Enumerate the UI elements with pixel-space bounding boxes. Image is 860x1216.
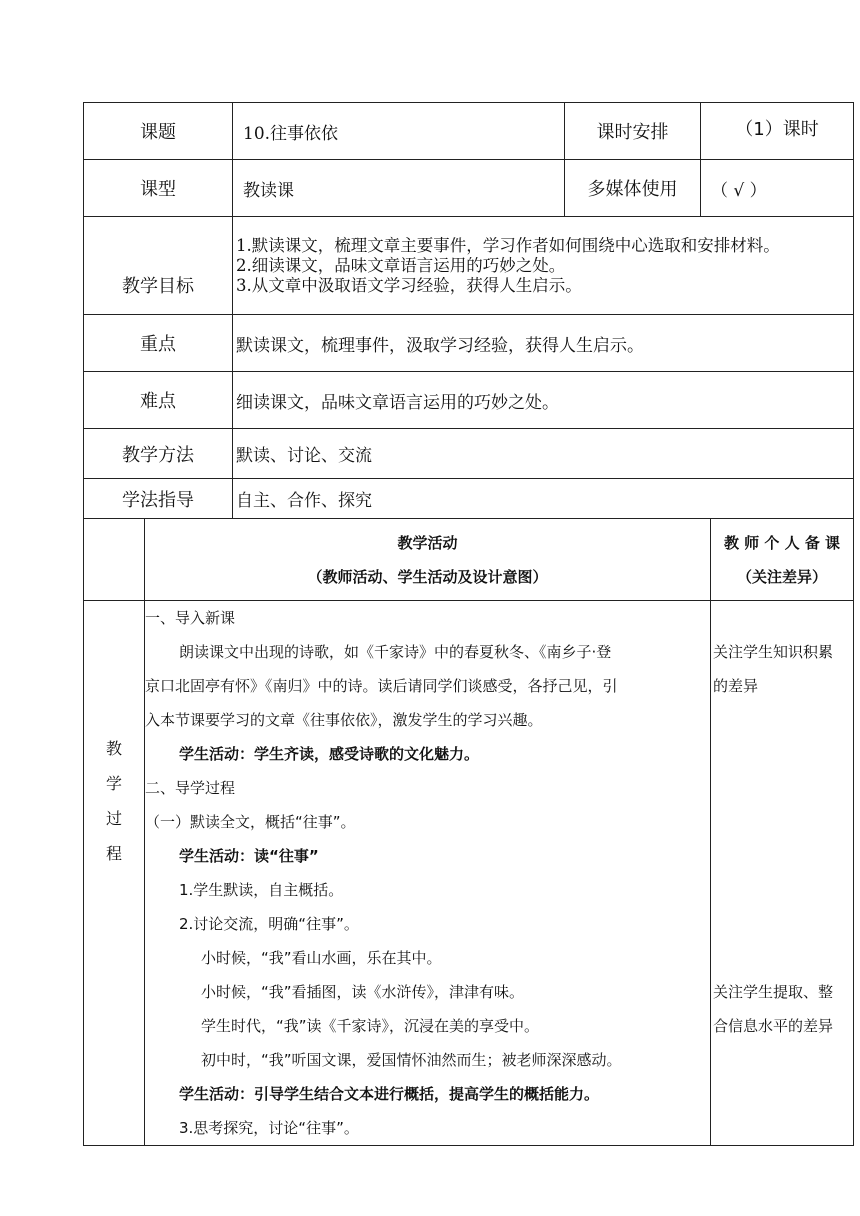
paragraph-line: 京口北固亭有怀》《南归》中的诗。读后请同学们谈感受，各抒己见，引	[145, 677, 618, 695]
note-line: 关注学生提取、整	[713, 983, 834, 1001]
student-activity: 学生活动：读“往事”	[179, 847, 319, 865]
side-char-3: 过	[105, 809, 122, 828]
event-item: 小时候，“我”看山水画，乐在其中。	[201, 949, 442, 967]
multimedia-value: （ √ ）	[701, 160, 854, 217]
process-header-row	[84, 519, 854, 601]
method-label: 教学方法	[84, 429, 233, 479]
header-blank-cell	[84, 519, 145, 601]
event-item: 小时候，“我”看插图，读《水浒传》，津津有味。	[201, 983, 525, 1001]
student-activity: 学生活动：学生齐读，感受诗歌的文化魅力。	[179, 745, 480, 763]
objective-3: 3.从文章中汲取语文学习经验，获得人生启示。	[236, 275, 582, 295]
notes-header	[711, 519, 854, 601]
subsection-heading: （一）默读全文，概括“往事”。	[145, 813, 356, 831]
method-value: 默读、讨论、交流	[233, 429, 854, 479]
notes-header-subtitle: （关注差异）	[736, 567, 827, 586]
side-char-1: 教	[105, 739, 122, 758]
note-line: 的差异	[713, 677, 759, 695]
teaching-process-table	[83, 518, 854, 1146]
type-label: 课型	[84, 160, 233, 217]
paragraph-line: 朗读课文中出现的诗歌，如《千家诗》中的春夏秋冬、《南乡子·登	[179, 643, 612, 661]
objectives-content	[233, 217, 854, 315]
teacher-notes	[711, 601, 854, 1146]
study-value: 自主、合作、探究	[233, 479, 854, 519]
process-side-label	[84, 601, 145, 1146]
topic-value: 10.往事依依	[233, 103, 565, 160]
step-item: 1.学生默读，自主概括。	[179, 881, 344, 899]
note-line: 合信息水平的差异	[713, 1017, 834, 1035]
topic-label: 课题	[84, 103, 233, 160]
objectives-label: 教学目标	[84, 217, 233, 315]
event-item: 学生时代，“我”读《千家诗》，沉浸在美的享受中。	[201, 1017, 540, 1035]
process-body-row	[84, 601, 854, 1146]
type-value: 教读课	[233, 160, 565, 217]
side-char-4: 程	[105, 844, 122, 863]
difficulty-value: 细读课文，品味文章语言运用的巧妙之处。	[233, 372, 854, 429]
row-type	[84, 160, 854, 217]
activity-header	[145, 519, 711, 601]
step-item: 2.讨论交流，明确“往事”。	[179, 915, 359, 933]
row-study	[84, 479, 854, 519]
key-point-label: 重点	[84, 315, 233, 372]
multimedia-label: 多媒体使用	[565, 160, 701, 217]
objective-1: 1.默读课文，梳理文章主要事件，学习作者如何围绕中心选取和安排材料。	[236, 235, 780, 255]
process-content	[145, 601, 711, 1146]
activity-header-subtitle: （教师活动、学生活动及设计意图）	[307, 567, 548, 586]
schedule-label: 课时安排	[565, 103, 701, 160]
difficulty-label: 难点	[84, 372, 233, 429]
row-key-point	[84, 315, 854, 372]
note-line: 关注学生知识积累	[713, 643, 834, 661]
row-method	[84, 429, 854, 479]
activity-header-title: 教学活动	[397, 533, 458, 552]
step-item: 3.思考探究，讨论“往事”。	[179, 1119, 359, 1137]
objective-2: 2.细读课文，品味文章语言运用的巧妙之处。	[236, 255, 566, 275]
lesson-info-table	[83, 102, 854, 519]
row-objectives	[84, 217, 854, 315]
section-heading: 一、导入新课	[145, 609, 236, 627]
paragraph-line: 入本节课要学习的文章《往事依依》，激发学生的学习兴趣。	[145, 711, 543, 729]
event-item: 初中时，“我”听国文课，爱国情怀油然而生；被老师深深感动。	[201, 1051, 622, 1069]
row-topic	[84, 103, 854, 160]
key-point-value: 默读课文，梳理事件，汲取学习经验，获得人生启示。	[233, 315, 854, 372]
row-difficulty	[84, 372, 854, 429]
notes-header-title: 教 师 个 人 备 课	[723, 533, 841, 552]
study-label: 学法指导	[84, 479, 233, 519]
student-activity: 学生活动：引导学生结合文本进行概括，提高学生的概括能力。	[179, 1085, 600, 1103]
schedule-value: （1）课时	[701, 103, 854, 160]
section-heading: 二、导学过程	[145, 779, 236, 797]
side-char-2: 学	[105, 774, 122, 793]
